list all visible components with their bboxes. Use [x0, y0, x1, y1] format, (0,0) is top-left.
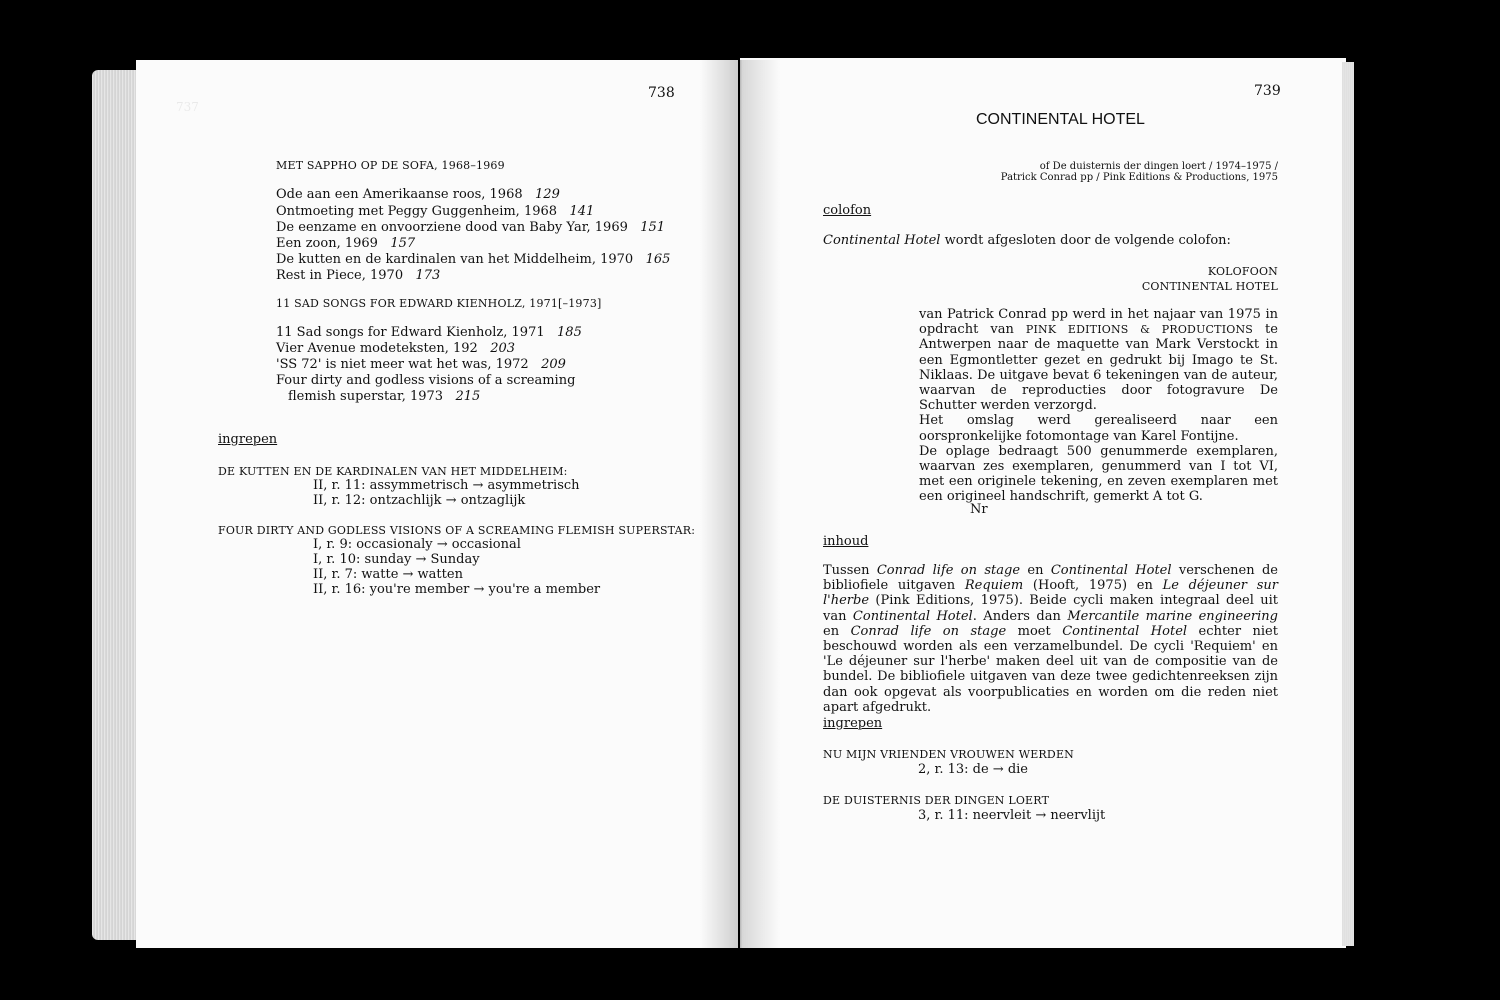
section-label-ingrepen: ingrepen	[218, 432, 278, 447]
left-page-number: 738	[648, 85, 675, 101]
inhoud-segment: . Anders dan	[972, 608, 1068, 624]
correction-item: 2, r. 13: de → die	[918, 762, 1028, 777]
inhoud-segment: en	[1020, 563, 1051, 578]
correction-item: II, r. 11: assymmetrisch → asymmetrisch	[313, 478, 580, 493]
correction-title-vrienden: NU MIJN VRIENDEN VROUWEN WERDEN	[823, 748, 1074, 761]
inhoud-paragraph	[823, 563, 1278, 715]
inhoud-segment: echter niet beschouwd worden als een verzamelbundel. De cycli 'Requiem' en 'Le déjeuner sur l'herbe' maken deel uit van de compositie van de bundel. De bibliofiele uitgaven van deze twee gedichtenreeksen zijn dan ook opgevat als voorpublicaties en worden om die reden niet apart afgedrukt.	[823, 623, 1278, 715]
left-page	[136, 60, 738, 948]
right-page-number: 739	[1254, 83, 1281, 99]
section-label-colofon: colofon	[823, 203, 872, 218]
correction-item: II, r. 16: you're member → you're a member	[313, 582, 601, 597]
number-field: Nr	[970, 502, 988, 517]
section-label-inhoud: inhoud	[823, 534, 869, 549]
list-item: 'SS 72' is niet meer wat het was, 1972 209	[276, 357, 566, 372]
section-label-ingrepen: ingrepen	[823, 716, 883, 731]
inhoud-segment: Le déjeuner sur l'herbe	[823, 578, 1278, 609]
correction-item: II, r. 12: ontzachlijk → ontzaglijk	[313, 493, 526, 508]
list-item: De eenzame en onvoorziene dood van Baby Yar, 1969 151	[276, 220, 666, 235]
show-through-text: 737	[176, 100, 199, 114]
inhoud-segment: verschenen de bibliofiele uitgaven	[823, 563, 1278, 594]
subtitle-line: Patrick Conrad pp / Pink Editions & Productions, 1975	[1000, 172, 1278, 183]
subtitle-line: of De duisternis der dingen loert / 1974–1975 /	[1039, 161, 1278, 172]
list-item: De kutten en de kardinalen van het Middelheim, 1970 165	[276, 252, 671, 267]
list-item: flemish superstar, 1973 215	[288, 389, 481, 404]
inhoud-segment: Continental Hotel	[852, 608, 973, 624]
correction-item: II, r. 7: watte → watten	[313, 567, 463, 582]
correction-title-kutten: DE KUTTEN EN DE KARDINALEN VAN HET MIDDELHEIM:	[218, 465, 568, 478]
list-item: 11 Sad songs for Edward Kienholz, 1971 185	[276, 325, 582, 340]
book-page-edges	[92, 70, 140, 940]
correction-title-visions: FOUR DIRTY AND GODLESS VISIONS OF A SCREAMING FLEMISH SUPERSTAR:	[218, 524, 696, 537]
colofon-text: van Patrick Conrad pp werd in het najaar van 1975 in opdracht van PINK EDITIONS & PRODUCTIONS te Antwerpen naar de maquette van Mark Verstockt in een Egmontletter gezet en gedrukt bij Imago te St. Niklaas. De uitgave bevat 6 tekeningen van de auteur, waarvan de reproducties door fotogravure De Schutter werden verzorgd. Het omslag werd gerealiseerd naar een oorspronkelijke fotomontage van Karel Fontijne. De oplage bedraagt 500 genummerde exemplaren, waarvan zes exemplaren, genummerd van I tot VI, met een originele tekening, en zeven exemplaren met een origineel handschrift, gemerkt A tot G.	[919, 307, 1278, 505]
list-item: Ode aan een Amerikaanse roos, 1968 129	[276, 187, 560, 202]
colofon-intro: Continental Hotel wordt afgesloten door de volgende colofon:	[823, 233, 1231, 248]
list-item: Rest in Piece, 1970 173	[276, 268, 441, 283]
inhoud-segment: Mercantile marine engineering	[1067, 608, 1278, 624]
correction-item: I, r. 9: occasionaly → occasional	[313, 537, 521, 552]
section-title-sappho: MET SAPPHO OP DE SOFA, 1968–1969	[276, 159, 505, 172]
list-item: Vier Avenue modeteksten, 192 203	[276, 341, 516, 356]
correction-title-duisternis: DE DUISTERNIS DER DINGEN LOERT	[823, 794, 1050, 807]
section-title-kienholz: 11 SAD SONGS FOR EDWARD KIENHOLZ, 1971[–1973]	[276, 297, 602, 310]
book-page-edges-right	[1342, 62, 1354, 946]
inhoud-segment: Conrad life on stage	[850, 623, 1007, 639]
inhoud-segment: Tussen	[823, 563, 877, 578]
inhoud-segment: (Hooft, 1975) en	[1023, 578, 1163, 594]
book-gutter	[700, 60, 780, 948]
list-item: Ontmoeting met Peggy Guggenheim, 1968 141	[276, 204, 595, 219]
inhoud-segment: Continental Hotel	[1062, 623, 1188, 639]
correction-item: I, r. 10: sunday → Sunday	[313, 552, 480, 567]
inhoud-segment: moet	[1006, 623, 1063, 639]
page-title: CONTINENTAL HOTEL	[976, 111, 1145, 128]
inhoud-segment: (Pink Editions, 1975). Beide cycli maken integraal deel uit van	[823, 593, 1278, 624]
right-page	[740, 58, 1346, 948]
list-item: Een zoon, 1969 157	[276, 236, 416, 251]
kolofoon-heading: CONTINENTAL HOTEL	[1141, 280, 1278, 293]
correction-item: 3, r. 11: neervleit → neervlijt	[918, 808, 1106, 823]
inhoud-segment: Conrad life on stage	[876, 563, 1021, 578]
kolofoon-heading: KOLOFOON	[1207, 265, 1278, 278]
inhoud-segment: Continental Hotel	[1050, 563, 1172, 578]
list-item: Four dirty and godless visions of a screaming	[276, 373, 576, 388]
inhoud-segment: Requiem	[964, 578, 1024, 594]
inhoud-segment: en	[823, 623, 851, 639]
